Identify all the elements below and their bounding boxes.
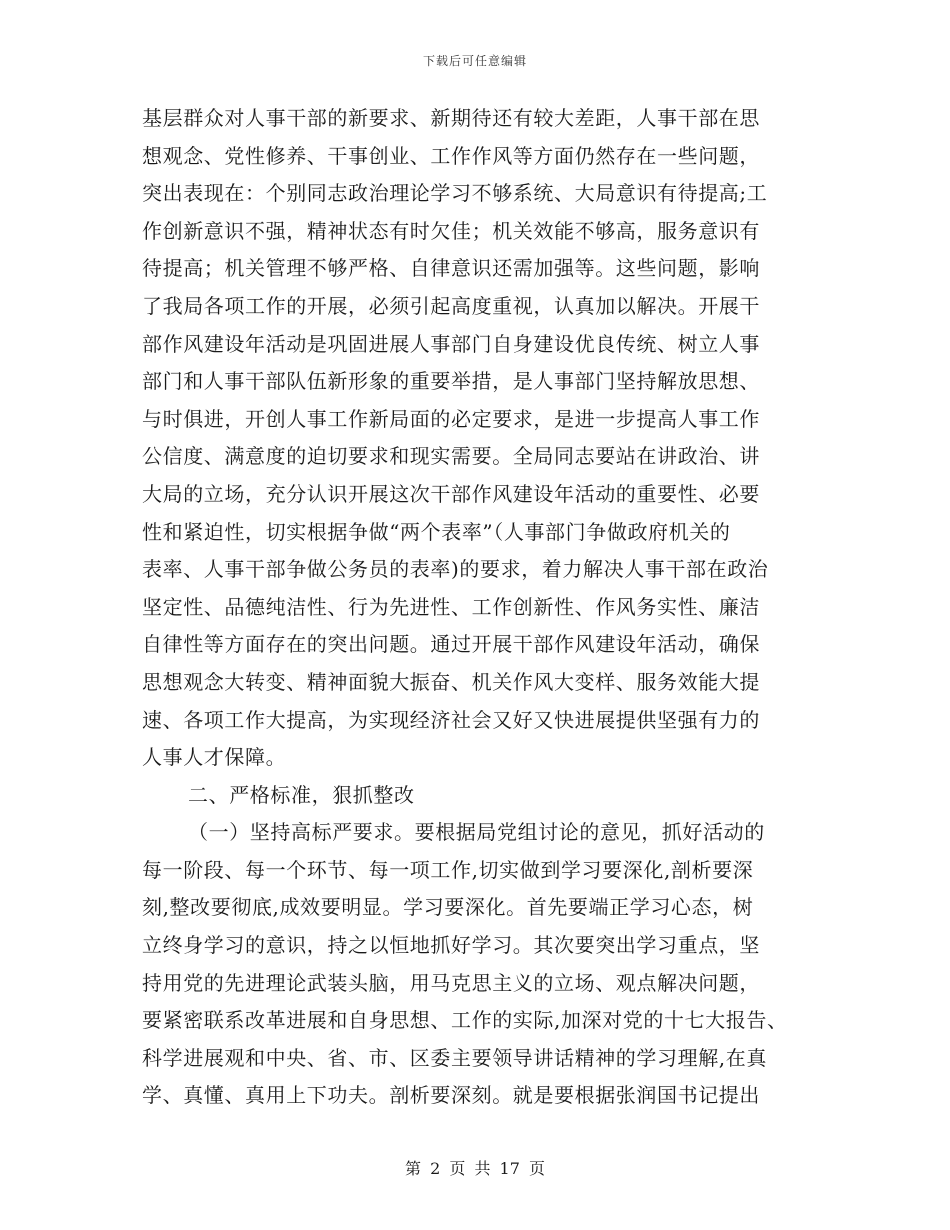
paragraph-line: 立终身学习的意识，持之以恒地抓好学习。其次要突出学习重点，坚 xyxy=(142,933,760,958)
paragraph-line: 想观念、党性修养、干事创业、工作作风等方面仍然存在一些问题， xyxy=(142,143,760,168)
paragraph-line: 大局的立场，充分认识开展这次干部作风建设年活动的重要性、必要 xyxy=(142,481,760,506)
section-heading: 二、严格标准，狠抓整改 xyxy=(188,782,415,807)
paragraph-line: 基层群众对人事干部的新要求、新期待还有较大差距，人事干部在思 xyxy=(142,106,760,130)
paragraph-line: 学、真懂、真用上下功夫。剖析要深刻。就是要根据张润国书记提出 xyxy=(142,1083,760,1108)
paragraph-line: 人事人才保障。 xyxy=(142,745,287,770)
paragraph-line: 坚定性、品德纯洁性、行为先进性、工作创新性、作风务实性、廉洁 xyxy=(142,594,760,619)
paragraph-line: 与时俱进，开创人事工作新局面的必定要求，是进一步提高人事工作 xyxy=(142,406,760,431)
paragraph-line: 科学进展观和中央、省、市、区委主要领导讲话精神的学习理解,在真 xyxy=(142,1045,767,1070)
paragraph-line: 思想观念大转变、精神面貌大振奋、机关作风大变样、服务效能大提 xyxy=(142,669,760,694)
page-header: 下载后可任意编辑 xyxy=(422,54,527,68)
paragraph-line: 刻,整改要彻底,成效要明显。学习要深化。首先要端正学习心态，树 xyxy=(142,895,754,920)
paragraph-line: 部作风建设年活动是巩固进展人事部门自身建设优良传统、树立人事 xyxy=(142,331,760,356)
paragraph-line: 作创新意识不强，精神状态有时欠佳；机关效能不够高，服务意识有 xyxy=(142,218,760,243)
paragraph-line: 要紧密联系改革进展和自身思想、工作的实际,加深对党的十七大报告、 xyxy=(142,1008,788,1033)
paragraph-line: 持用党的先进理论武装头脑，用马克思主义的立场、观点解决问题， xyxy=(142,970,760,995)
document-body xyxy=(142,100,822,1115)
paragraph-line: 性和紧迫性，切实根据争做“两个表率”（人事部门争做政府机关的 xyxy=(142,519,731,544)
paragraph-line: 速、各项工作大提高，为实现经济社会又好又快进展提供坚强有力的 xyxy=(142,707,760,732)
paragraph-line: 自律性等方面存在的突出问题。通过开展干部作风建设年活动，确保 xyxy=(142,632,760,657)
paragraph-line: 公信度、满意度的迫切要求和现实需要。全局同志要站在讲政治、讲 xyxy=(142,444,760,469)
paragraph-line: （一）坚持高标严要求。要根据局党组讨论的意见，抓好活动的 xyxy=(188,820,765,845)
paragraph-line: 表率、人事干部争做公务员的表率)的要求，着力解决人事干部在政治 xyxy=(142,557,769,582)
paragraph-line: 突出表现在：个别同志政治理论学习不够系统、大局意识有待提高;工 xyxy=(142,181,768,206)
paragraph-line: 部门和人事干部队伍新形象的重要举措，是人事部门坚持解放思想、 xyxy=(142,369,760,394)
paragraph-line: 了我局各项工作的开展，必须引起高度重视，认真加以解决。开展干 xyxy=(142,293,760,318)
paragraph-line: 待提高；机关管理不够严格、自律意识还需加强等。这些问题，影响 xyxy=(142,256,760,281)
page-footer: 第 2 页 共 17 页 xyxy=(405,1159,545,1178)
paragraph-line: 每一阶段、每一个环节、每一项工作,切实做到学习要深化,剖析要深 xyxy=(142,857,754,882)
